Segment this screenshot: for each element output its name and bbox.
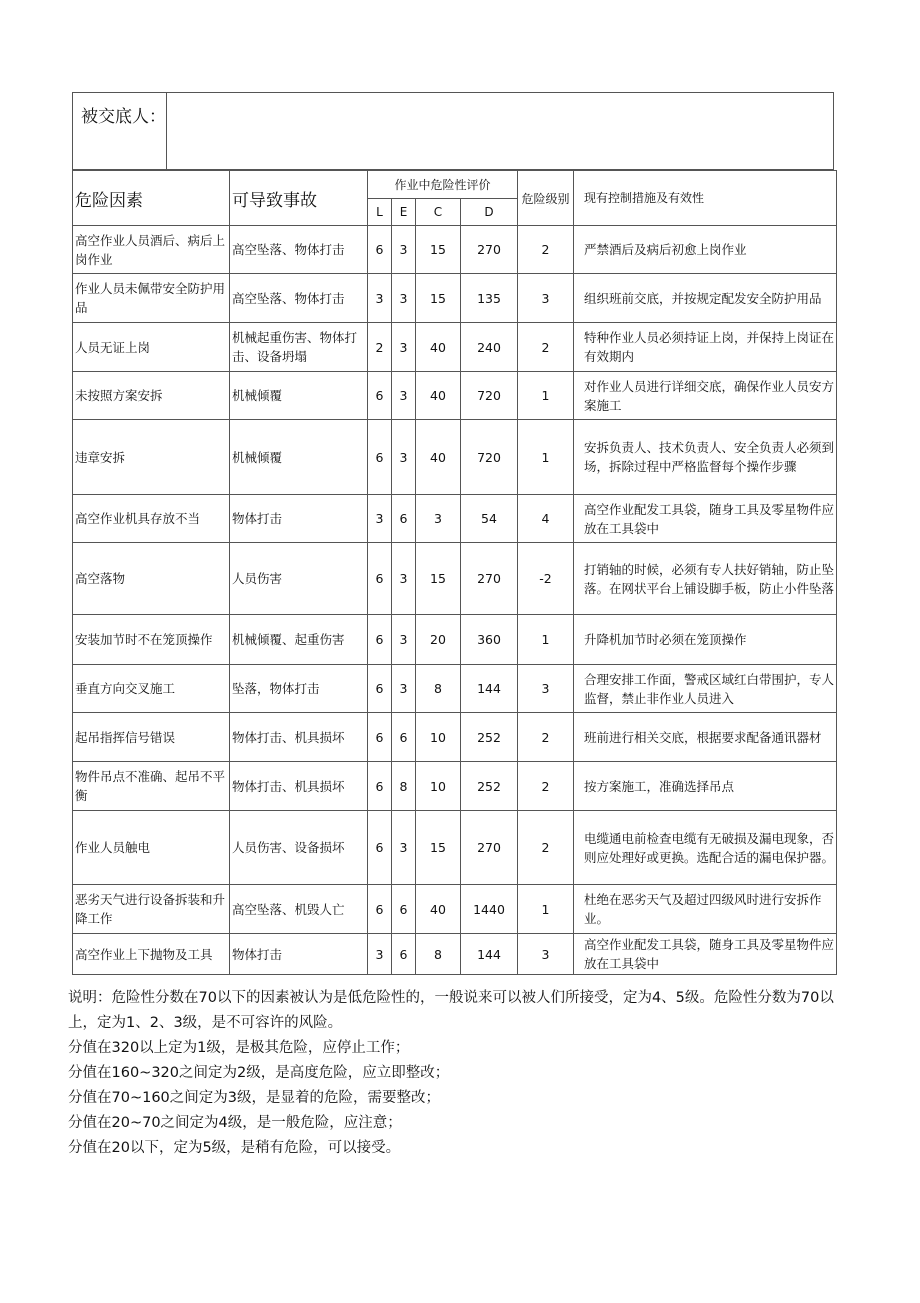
cell-measures: 安拆负责人、技术负责人、安全负责人必须到场，拆除过程中严格监督每个操作步骤 (574, 420, 837, 495)
cell-L: 6 (368, 885, 392, 934)
cell-level: 3 (518, 274, 574, 323)
cell-accident: 人员伤害、设备损坏 (230, 811, 368, 885)
note-line: 分值在70~160之间定为3级，是显着的危险，需要整改； (68, 1090, 440, 1106)
cell-D: 144 (461, 665, 518, 713)
receiver-row (72, 92, 834, 170)
cell-hazard: 安装加节时不在笼顶操作 (73, 615, 230, 665)
table-row (73, 495, 837, 543)
table-row (73, 323, 837, 372)
cell-level: 3 (518, 934, 574, 975)
cell-level: 2 (518, 323, 574, 372)
note-line: 分值在20以下，定为5级，是稍有危险，可以接受。 (68, 1140, 401, 1156)
table-body (73, 226, 837, 975)
cell-level: 2 (518, 811, 574, 885)
cell-L: 6 (368, 762, 392, 811)
cell-L: 6 (368, 665, 392, 713)
header-L: L (368, 199, 392, 226)
cell-D: 252 (461, 762, 518, 811)
cell-C: 40 (416, 323, 461, 372)
cell-E: 3 (392, 372, 416, 420)
cell-L: 6 (368, 713, 392, 762)
cell-measures: 按方案施工，准确选择吊点 (574, 762, 837, 811)
header-measures: 现有控制措施及有效性 (574, 171, 837, 226)
note-line: 分值在320以上定为1级，是极其危险，应停止工作； (68, 1040, 410, 1056)
risk-table (72, 170, 837, 975)
header-level: 危险级别 (518, 171, 574, 226)
header-evaluation: 作业中危险性评价 (368, 171, 518, 199)
cell-measures: 高空作业配发工具袋，随身工具及零星物件应放在工具袋中 (574, 934, 837, 975)
cell-D: 720 (461, 372, 518, 420)
cell-level: 3 (518, 665, 574, 713)
cell-L: 6 (368, 543, 392, 615)
cell-D: 1440 (461, 885, 518, 934)
cell-accident: 物体打击、机具损坏 (230, 713, 368, 762)
header-D: D (461, 199, 518, 226)
cell-hazard: 起吊指挥信号错误 (73, 713, 230, 762)
cell-C: 20 (416, 615, 461, 665)
receiver-label: 被交底人： (73, 93, 167, 169)
cell-E: 3 (392, 615, 416, 665)
receiver-value (167, 93, 833, 169)
table-header (73, 171, 837, 226)
cell-hazard: 高空作业人员酒后、病后上岗作业 (73, 226, 230, 274)
cell-measures: 高空作业配发工具袋，随身工具及零星物件应放在工具袋中 (574, 495, 837, 543)
cell-E: 3 (392, 543, 416, 615)
table-row (73, 762, 837, 811)
table-row (73, 934, 837, 975)
cell-measures: 特种作业人员必须持证上岗，并保持上岗证在有效期内 (574, 323, 837, 372)
cell-level: 2 (518, 226, 574, 274)
note-line: 说明：危险性分数在70以下的因素被认为是低危险性的，一般说来可以被人们所接受，定为4、5级。危险性分数为70以上，定为1、2、3级，是不可容许的风险。 (68, 990, 834, 1031)
table-row (73, 543, 837, 615)
cell-E: 6 (392, 934, 416, 975)
cell-level: 1 (518, 885, 574, 934)
cell-C: 15 (416, 226, 461, 274)
cell-D: 144 (461, 934, 518, 975)
cell-C: 8 (416, 665, 461, 713)
cell-D: 252 (461, 713, 518, 762)
cell-accident: 机械倾覆 (230, 372, 368, 420)
cell-C: 40 (416, 885, 461, 934)
cell-measures: 打销轴的时候，必须有专人扶好销轴，防止坠落。在网状平台上铺设脚手板，防止小件坠落 (574, 543, 837, 615)
cell-E: 3 (392, 323, 416, 372)
cell-hazard: 人员无证上岗 (73, 323, 230, 372)
cell-accident: 高空坠落、物体打击 (230, 226, 368, 274)
cell-C: 15 (416, 811, 461, 885)
cell-hazard: 作业人员触电 (73, 811, 230, 885)
cell-hazard: 垂直方向交叉施工 (73, 665, 230, 713)
cell-E: 8 (392, 762, 416, 811)
cell-hazard: 高空作业上下抛物及工具 (73, 934, 230, 975)
cell-L: 6 (368, 615, 392, 665)
cell-hazard: 未按照方案安拆 (73, 372, 230, 420)
table-row (73, 226, 837, 274)
header-accident: 可导致事故 (230, 171, 368, 226)
table-row (73, 885, 837, 934)
cell-accident: 物体打击 (230, 934, 368, 975)
cell-level: 4 (518, 495, 574, 543)
cell-C: 15 (416, 274, 461, 323)
cell-accident: 高空坠落、物体打击 (230, 274, 368, 323)
cell-E: 3 (392, 811, 416, 885)
notes-section (68, 986, 848, 1161)
cell-hazard: 违章安拆 (73, 420, 230, 495)
cell-L: 2 (368, 323, 392, 372)
cell-D: 54 (461, 495, 518, 543)
cell-E: 3 (392, 226, 416, 274)
cell-accident: 坠落，物体打击 (230, 665, 368, 713)
note-line: 分值在160~320之间定为2级，是高度危险，应立即整改； (68, 1065, 450, 1081)
cell-measures: 对作业人员进行详细交底，确保作业人员安方案施工 (574, 372, 837, 420)
table-row (73, 665, 837, 713)
cell-level: 1 (518, 372, 574, 420)
cell-accident: 高空坠落、机毁人亡 (230, 885, 368, 934)
header-hazard: 危险因素 (73, 171, 230, 226)
cell-accident: 物体打击、机具损坏 (230, 762, 368, 811)
cell-C: 10 (416, 762, 461, 811)
cell-C: 40 (416, 372, 461, 420)
cell-L: 3 (368, 274, 392, 323)
table-row (73, 420, 837, 495)
cell-L: 3 (368, 934, 392, 975)
table-row (73, 811, 837, 885)
cell-measures: 组织班前交底，并按规定配发安全防护用品 (574, 274, 837, 323)
cell-E: 3 (392, 420, 416, 495)
cell-D: 270 (461, 226, 518, 274)
cell-E: 6 (392, 713, 416, 762)
cell-accident: 机械倾覆、起重伤害 (230, 615, 368, 665)
cell-E: 6 (392, 495, 416, 543)
cell-accident: 物体打击 (230, 495, 368, 543)
cell-C: 8 (416, 934, 461, 975)
header-C: C (416, 199, 461, 226)
cell-C: 15 (416, 543, 461, 615)
cell-D: 135 (461, 274, 518, 323)
cell-C: 40 (416, 420, 461, 495)
table-row (73, 615, 837, 665)
cell-level: -2 (518, 543, 574, 615)
cell-hazard: 作业人员未佩带安全防护用品 (73, 274, 230, 323)
cell-measures: 升降机加节时必须在笼顶操作 (574, 615, 837, 665)
cell-D: 360 (461, 615, 518, 665)
cell-E: 3 (392, 665, 416, 713)
cell-E: 3 (392, 274, 416, 323)
cell-measures: 班前进行相关交底，根据要求配备通讯器材 (574, 713, 837, 762)
cell-L: 6 (368, 226, 392, 274)
cell-level: 2 (518, 713, 574, 762)
note-line: 分值在20~70之间定为4级，是一般危险，应注意； (68, 1115, 402, 1131)
cell-measures: 严禁酒后及病后初愈上岗作业 (574, 226, 837, 274)
cell-accident: 人员伤害 (230, 543, 368, 615)
cell-D: 240 (461, 323, 518, 372)
cell-L: 6 (368, 420, 392, 495)
cell-level: 2 (518, 762, 574, 811)
cell-C: 3 (416, 495, 461, 543)
cell-hazard: 高空作业机具存放不当 (73, 495, 230, 543)
cell-D: 270 (461, 543, 518, 615)
table-row (73, 372, 837, 420)
cell-C: 10 (416, 713, 461, 762)
table-row (73, 713, 837, 762)
cell-D: 270 (461, 811, 518, 885)
cell-hazard: 高空落物 (73, 543, 230, 615)
cell-hazard: 物件吊点不准确、起吊不平衡 (73, 762, 230, 811)
cell-L: 3 (368, 495, 392, 543)
cell-D: 720 (461, 420, 518, 495)
header-E: E (392, 199, 416, 226)
cell-L: 6 (368, 372, 392, 420)
cell-accident: 机械倾覆 (230, 420, 368, 495)
cell-measures: 合理安排工作面，警戒区域红白带围护，专人监督，禁止非作业人员进入 (574, 665, 837, 713)
cell-L: 6 (368, 811, 392, 885)
cell-hazard: 恶劣天气进行设备拆装和升降工作 (73, 885, 230, 934)
cell-level: 1 (518, 420, 574, 495)
table-row (73, 274, 837, 323)
cell-measures: 电缆通电前检查电缆有无破损及漏电现象，否则应处理好或更换。选配合适的漏电保护器。 (574, 811, 837, 885)
cell-E: 6 (392, 885, 416, 934)
cell-measures: 杜绝在恶劣天气及超过四级风时进行安拆作业。 (574, 885, 837, 934)
cell-accident: 机械起重伤害、物体打击、设备坍塌 (230, 323, 368, 372)
cell-level: 1 (518, 615, 574, 665)
